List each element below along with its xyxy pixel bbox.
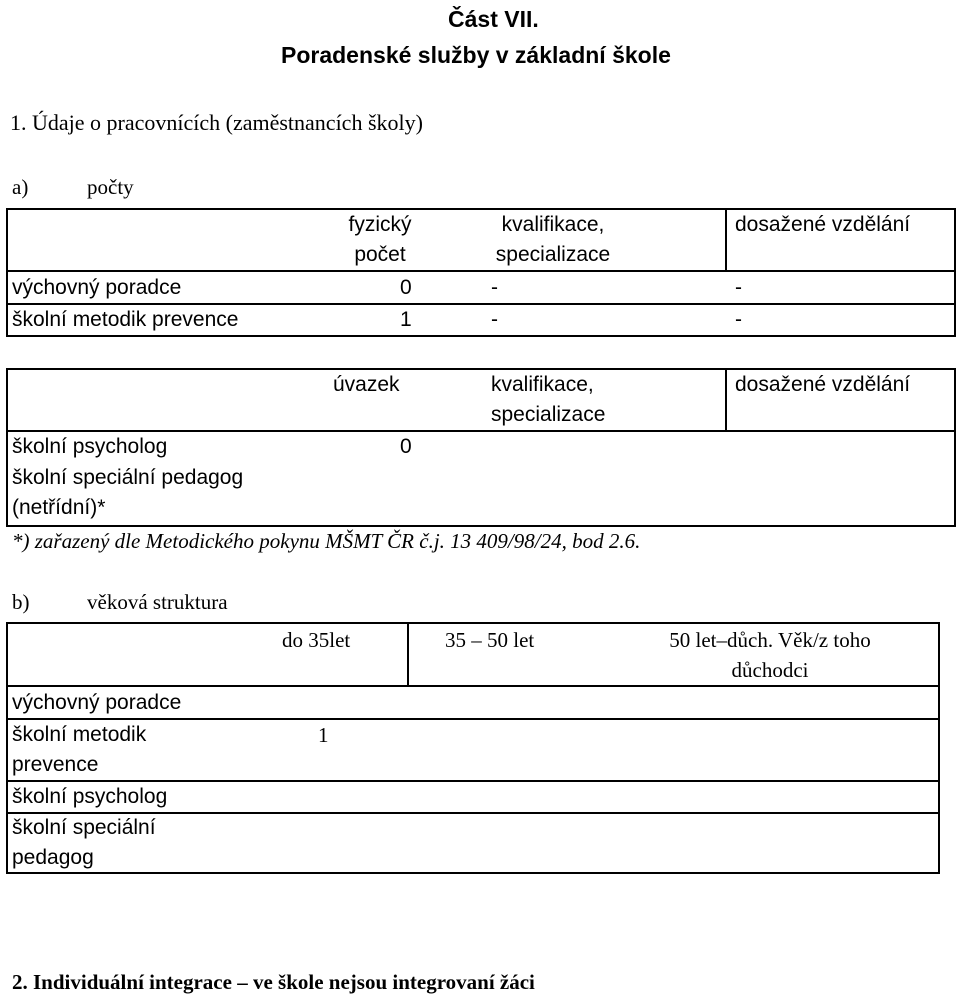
section2-heading: 2. Individuální integrace – ve škole nejsou integrovaní žáci: [12, 970, 535, 994]
table-row-label: výchovný poradce: [12, 691, 182, 714]
table-cell-education: -: [735, 276, 742, 299]
table-row-label: školní metodik prevence: [12, 308, 239, 331]
table-cell-workload: 0: [400, 435, 412, 458]
header-education: dosažené vzdělání: [735, 213, 911, 236]
header-workload: úvazek: [333, 373, 400, 396]
table-cell-education: -: [735, 308, 742, 331]
table-cell-qualification: -: [491, 308, 498, 331]
header-education: dosažené vzdělání: [735, 373, 911, 396]
table-row-label: školní speciální pedagog (netřídní)*: [12, 466, 244, 519]
table-row-label: školní speciální pedagog: [12, 816, 156, 869]
footnote: *) zařazený dle Metodického pokynu MŠMT ČR č.j. 13 409/98/24, bod 2.6.: [12, 529, 641, 553]
header-50-retirement: 50 let–důch. Věk/z toho důchodci: [669, 628, 871, 682]
header-35-50: 35 – 50 let: [445, 628, 535, 652]
part-number: Část VII.: [448, 6, 539, 32]
table-row-label: školní psycholog: [12, 785, 168, 808]
table-cell-count: 1: [400, 308, 412, 331]
subsection-b-title: věková struktura: [87, 590, 228, 614]
header-qualification: kvalifikace, specializace: [491, 373, 606, 426]
header-physical-count: fyzický počet: [348, 213, 412, 266]
table-row-label: výchovný poradce: [12, 276, 182, 299]
header-qualification: kvalifikace, specializace: [495, 213, 611, 266]
subsection-a-title: počty: [87, 175, 134, 199]
table-cell-count: 0: [400, 276, 412, 299]
table-cell-qualification: -: [491, 276, 498, 299]
table-row-label: školní psycholog: [12, 435, 168, 458]
subsection-a-label: a): [12, 175, 29, 199]
table-cell-under-35: 1: [318, 723, 329, 747]
table-row-label: školní metodik prevence: [12, 723, 147, 776]
header-under-35: do 35let: [282, 628, 351, 652]
subsection-b-label: b): [12, 590, 30, 614]
page-title: Poradenské služby v základní škole: [281, 42, 671, 68]
section1-heading: 1. Údaje o pracovnících (zaměstnancích školy): [10, 110, 423, 135]
